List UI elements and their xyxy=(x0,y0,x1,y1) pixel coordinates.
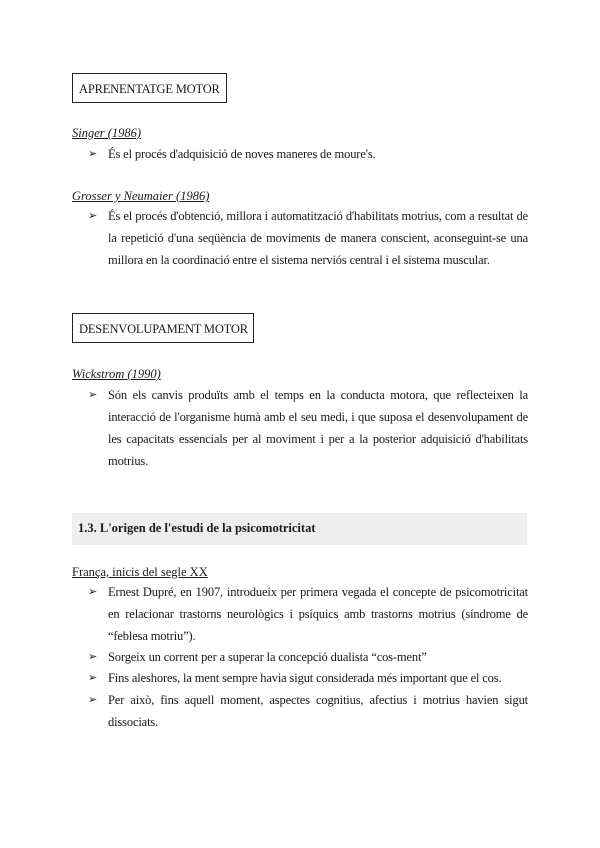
arrow-bullet-icon: ➢ xyxy=(88,693,98,706)
bullet-item xyxy=(88,384,528,472)
arrow-bullet-icon: ➢ xyxy=(88,147,98,160)
aprenentatge-title-box xyxy=(72,73,227,103)
bullet-item xyxy=(88,205,528,271)
arrow-bullet-icon: ➢ xyxy=(88,650,98,663)
author-singer: Singer (1986) xyxy=(72,126,142,140)
bullet-text: Ernest Dupré, en 1907, introdueix per primera vegada el concepte de psicomotricitat en relacionar trastorns neurològics i psíquics amb trastorns motrius (síndrome de “feblesa motriu”). xyxy=(108,585,528,643)
arrow-bullet-icon: ➢ xyxy=(88,671,98,684)
section-heading-bar xyxy=(72,513,527,545)
desenvolupament-title-box xyxy=(72,313,254,343)
section-heading: 1.3. L'origen de l'estudi de la psicomotricitat xyxy=(78,521,316,535)
arrow-bullet-icon: ➢ xyxy=(88,209,98,222)
bullet-text: Sorgeix un corrent per a superar la concepció dualista “cos-ment” xyxy=(108,650,427,664)
bullet-text: Per això, fins aquell moment, aspectes cognitius, afectius i motrius havien sigut dissociats. xyxy=(108,693,528,729)
author-wickstrom: Wickstrom (1990) xyxy=(72,367,161,381)
bullet-text: Són els canvis produïts amb el temps en la conducta motora, que reflecteixen la interacció de l'organisme humà amb el seu medi, i que suposa el desenvolupament de les capacitats essencials per al moviment i per a la posterior adquisició d'habilitats motrius. xyxy=(108,388,528,468)
bullet-item xyxy=(88,143,528,165)
bullet-item xyxy=(88,689,528,733)
arrow-bullet-icon: ➢ xyxy=(88,388,98,401)
bullet-text: És el procés d'adquisició de noves maneres de moure's. xyxy=(108,147,376,161)
bullet-text: És el procés d'obtenció, millora i automatització d'habilitats motrius, com a resultat de la repetició d'una seqüència de moviments de manera conscient, aconseguint-se una millora en la coordinació entre el sistema nerviós central i el sistema muscular. xyxy=(108,209,528,267)
bullet-item xyxy=(88,667,528,689)
bullet-item xyxy=(88,581,528,647)
aprenentatge-title: APRENENTATGE MOTOR xyxy=(79,82,220,96)
bullet-item xyxy=(88,646,528,668)
author-grosser-neumaier: Grosser y Neumaier (1986) xyxy=(72,189,210,203)
arrow-bullet-icon: ➢ xyxy=(88,585,98,598)
bullet-text: Fins aleshores, la ment sempre havia sigut considerada més important que el cos. xyxy=(108,671,502,685)
place-date-label: França, inicis del segle XX xyxy=(72,565,208,579)
desenvolupament-title: DESENVOLUPAMENT MOTOR xyxy=(79,322,248,336)
